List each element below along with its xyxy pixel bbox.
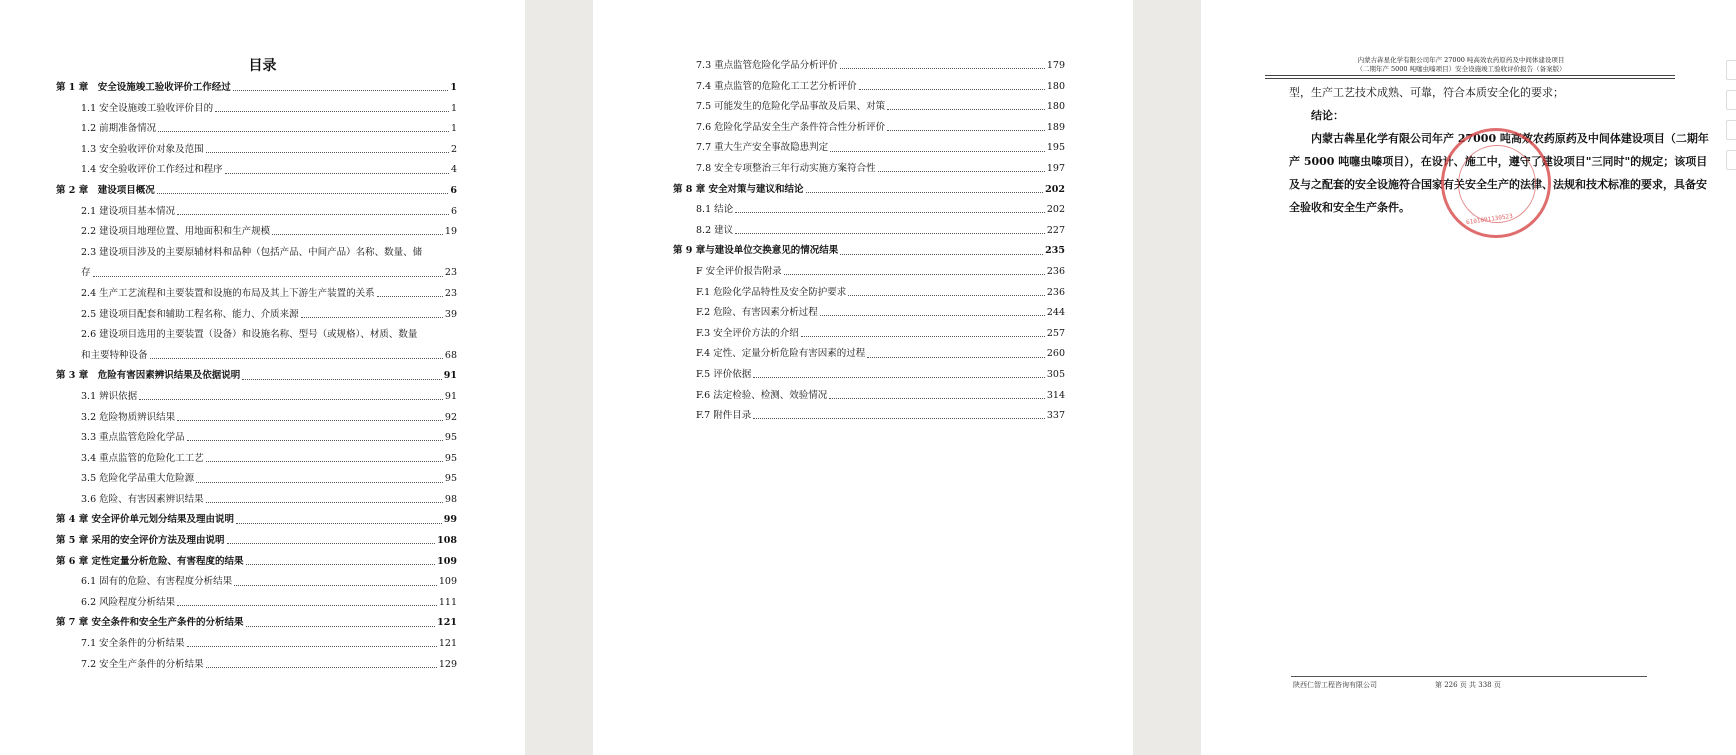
toc-page-number: 180 — [1046, 80, 1065, 92]
toc-entry[interactable] — [673, 283, 1065, 304]
toc-page-number: 236 — [1046, 286, 1065, 298]
toc-entry[interactable] — [56, 593, 457, 614]
toc-page-number: 4 — [450, 164, 457, 176]
toc-page-number: 260 — [1046, 348, 1065, 360]
toc-entry-text: 7.5 可能发生的危险化学品事故及后果、对策 — [696, 101, 886, 113]
toc-entry-text: 3.6 危险、有害因素辨识结果 — [81, 493, 204, 505]
toc-entry[interactable] — [56, 202, 457, 223]
toc-leader-dots — [867, 357, 1045, 358]
toc-entry-text: 第 9 章与建设单位交换意见的情况结果 — [673, 245, 839, 257]
toc-entry[interactable] — [56, 552, 457, 573]
toc-entry[interactable] — [673, 324, 1065, 345]
toc-entry[interactable] — [673, 386, 1065, 407]
toc-entry-text: 2.4 生产工艺流程和主要装置和设施的布局及其上下游生产装置的关系 — [81, 287, 375, 299]
toc-entry-text: F 安全评价报告附录 — [696, 265, 782, 277]
toc-page-number: 19 — [444, 226, 457, 238]
toc-entry-text: 3.1 辨识依据 — [81, 390, 138, 402]
toc-leader-dots — [215, 111, 449, 112]
toc-page-number: 179 — [1046, 60, 1065, 71]
toc-entry-text: 2.2 建设项目地理位置、用地面积和生产规模 — [81, 226, 271, 238]
toc-leader-dots — [177, 420, 443, 421]
toc-entry-text: F.3 安全评价方法的介绍 — [696, 327, 799, 339]
toc-entry-text: 6.2 风险程度分析结果 — [81, 596, 176, 608]
toc-title: 目录 — [248, 58, 277, 74]
toc-entry[interactable] — [673, 303, 1065, 324]
toc-entry[interactable] — [673, 138, 1065, 159]
toc-entry-text: F.2 危险、有害因素分析过程 — [696, 307, 818, 319]
toc-leader-dots — [735, 233, 1045, 234]
toc-page-number: 39 — [444, 308, 457, 320]
toc-entry-text: 1.1 安全设施竣工验收评价目的 — [81, 102, 214, 114]
toc-entry-text: F.6 法定检验、检测、效验情况 — [696, 389, 828, 401]
toc-list-1 — [0, 78, 457, 675]
toc-leader-dots — [187, 440, 443, 441]
toc-entry[interactable] — [56, 469, 457, 490]
header-rule-thin — [1265, 78, 1675, 79]
toc-page-number: 1 — [450, 102, 457, 114]
toc-entry[interactable] — [673, 344, 1065, 365]
toc-entry-text: 1.3 安全验收评价对象及范围 — [81, 143, 204, 155]
toc-entry[interactable] — [673, 200, 1065, 221]
toc-page-number: 202 — [1045, 183, 1065, 195]
toc-leader-dots — [830, 151, 1045, 152]
toc-entry[interactable] — [673, 241, 1065, 262]
toc-entry[interactable] — [56, 655, 457, 676]
toc-page-number: 236 — [1046, 265, 1065, 277]
toc-page-1 — [0, 0, 525, 755]
toc-leader-dots — [233, 90, 449, 91]
toc-entry-text: 第 7 章 安全条件和安全生产条件的分析结果 — [56, 617, 244, 629]
toc-entry[interactable] — [56, 634, 457, 655]
toc-entry-text: 7.8 安全专项整治三年行动实施方案符合性 — [696, 162, 876, 174]
footer-company: 陕西仁智工程咨询有限公司 — [1293, 681, 1377, 689]
toc-page-number: 202 — [1046, 204, 1065, 216]
toc-page-number: 95 — [444, 432, 457, 444]
toc-leader-dots — [93, 276, 443, 277]
toc-page-number: 180 — [1046, 101, 1065, 113]
toc-page-number: 23 — [444, 267, 457, 279]
toc-entry-text: 1.4 安全验收评价工作经过和程序 — [81, 164, 223, 176]
toc-entry-text: 7.3 重点监管危险化学品分析评价 — [696, 60, 838, 71]
header-rule — [1265, 75, 1675, 76]
toc-leader-dots — [139, 399, 443, 400]
toc-entry[interactable] — [56, 284, 457, 305]
toc-entry-text: 2.3 建设项目涉及的主要原辅材料和品种（包括产品、中间产品）名称、数量、储 — [81, 246, 423, 258]
toc-entry-text: 1.2 前期准备情况 — [81, 123, 157, 135]
toc-page-number: 6 — [450, 205, 457, 217]
toc-leader-dots — [806, 192, 1044, 193]
toc-entry-text: F.4 定性、定量分析危险有害因素的过程 — [696, 348, 866, 360]
toc-entry-text: 3.2 危险物质辨识结果 — [81, 411, 176, 423]
toc-leader-dots — [377, 296, 443, 297]
toc-entry[interactable] — [673, 77, 1065, 98]
toc-entry[interactable] — [56, 325, 457, 366]
toc-page-number: 244 — [1046, 307, 1065, 319]
toc-entry[interactable] — [673, 118, 1065, 139]
toc-entry[interactable] — [56, 119, 457, 140]
toc-entry[interactable] — [56, 305, 457, 326]
toc-page-number: 91 — [444, 390, 457, 402]
toc-entry-text: 第 6 章 定性定量分析危险、有害程度的结果 — [56, 555, 244, 567]
toc-entry[interactable] — [56, 243, 457, 284]
toc-entry[interactable] — [56, 531, 457, 552]
side-tab[interactable] — [1726, 90, 1736, 110]
toc-leader-dots — [206, 461, 443, 462]
toc-leader-dots — [820, 315, 1045, 316]
toc-entry-text: 第 5 章 采用的安全评价方法及理由说明 — [56, 535, 225, 547]
toc-leader-dots — [225, 173, 449, 174]
toc-entry[interactable] — [56, 160, 457, 181]
toc-page-number: 23 — [444, 287, 457, 299]
footer-page-number: 第 226 页 共 338 页 — [1435, 681, 1501, 689]
toc-page-number: 195 — [1046, 142, 1065, 154]
toc-entry[interactable] — [673, 406, 1065, 427]
toc-leader-dots — [859, 89, 1045, 90]
toc-leader-dots — [784, 274, 1045, 275]
toc-entry-text: F.1 危险化学品特性及安全防护要求 — [696, 286, 847, 298]
toc-entry[interactable] — [673, 365, 1065, 386]
toc-entry-text: 2.1 建设项目基本情况 — [81, 205, 176, 217]
toc-leader-dots — [157, 193, 449, 194]
toc-entry[interactable] — [56, 387, 457, 408]
toc-page-number: 91 — [443, 370, 457, 382]
toc-leader-dots — [206, 502, 443, 503]
toc-leader-dots — [301, 317, 443, 318]
toc-leader-dots — [206, 152, 449, 153]
toc-entry-text-cont: 和主要特种设备 — [81, 349, 148, 361]
toc-leader-dots — [753, 377, 1045, 378]
toc-page-number: 99 — [443, 514, 457, 526]
page-gutter — [1133, 0, 1201, 755]
toc-leader-dots — [848, 295, 1045, 296]
toc-leader-dots — [150, 358, 443, 359]
toc-leader-dots — [801, 336, 1045, 337]
toc-entry[interactable] — [56, 181, 457, 202]
toc-page-number: 98 — [444, 493, 457, 505]
toc-entry-text: 8.1 结论 — [696, 204, 734, 216]
toc-entry-text: 7.2 安全生产条件的分析结果 — [81, 658, 204, 670]
toc-page-number: 95 — [444, 473, 457, 485]
toc-entry[interactable] — [56, 490, 457, 511]
toc-page-2 — [593, 0, 1133, 755]
toc-entry-text: 第 1 章 安全设施竣工验收评价工作经过 — [56, 82, 231, 93]
toc-leader-dots — [887, 130, 1045, 131]
toc-entry[interactable] — [56, 366, 457, 387]
toc-leader-dots — [246, 564, 436, 565]
toc-entry-text: F.7 附件目录 — [696, 410, 752, 422]
toc-page-number: 109 — [438, 576, 457, 588]
report-page-226 — [1201, 0, 1736, 755]
toc-leader-dots — [196, 482, 443, 483]
toc-entry-text: 3.5 危险化学品重大危险源 — [81, 473, 195, 485]
toc-leader-dots — [227, 543, 436, 544]
side-tab[interactable] — [1726, 120, 1736, 140]
toc-entry-text: 8.2 建议 — [696, 224, 734, 236]
toc-entry-text: 第 3 章 危险有害因素辨识结果及依据说明 — [56, 370, 241, 382]
toc-page-number: 121 — [438, 638, 457, 650]
seal-number: 6101091130523 — [1465, 212, 1514, 227]
toc-page-number: 108 — [437, 535, 457, 547]
toc-entry-text: 第 4 章 安全评价单元划分结果及理由说明 — [56, 514, 235, 526]
toc-page-number: 129 — [438, 658, 457, 670]
header-line-1: 内蒙古犇星化学有限公司年产 27000 吨高效农药原药及中间体建设项目 — [1357, 56, 1565, 64]
toc-entry[interactable] — [56, 449, 457, 470]
toc-page-number: 197 — [1046, 162, 1065, 174]
toc-leader-dots — [878, 171, 1045, 172]
toc-page-number: 109 — [437, 555, 457, 567]
toc-entry[interactable] — [673, 180, 1065, 201]
toc-entry[interactable] — [56, 428, 457, 449]
toc-page-number: 337 — [1046, 410, 1065, 422]
footer-rule — [1291, 676, 1647, 677]
toc-page-number: 227 — [1046, 224, 1065, 236]
toc-entry[interactable] — [56, 222, 457, 243]
toc-page-number: 92 — [444, 411, 457, 423]
toc-page-number: 1 — [450, 123, 457, 135]
toc-entry-text: 7.7 重大生产安全事故隐患判定 — [696, 142, 829, 154]
toc-entry[interactable] — [673, 56, 1065, 77]
toc-entry-text: 3.4 重点监管的危险化工工艺 — [81, 452, 204, 464]
toc-entry-text: 3.3 重点监管危险化学品 — [81, 432, 185, 444]
toc-page-number: 1 — [450, 82, 457, 93]
page-header — [1261, 56, 1661, 74]
side-thumbnail-tabs — [1726, 60, 1736, 180]
toc-leader-dots — [753, 418, 1045, 419]
toc-leader-dots — [735, 212, 1045, 213]
toc-page-number: 2 — [450, 143, 457, 155]
toc-leader-dots — [236, 523, 442, 524]
toc-entry-text-cont: 存 — [81, 267, 91, 279]
conclusion-paragraph: 内蒙古犇星化学有限公司年产 27000 吨高效农药原药及中间体建设项目（二期年产 5000 吨噻虫嗪项目），在设计、施工中，遵守了建设项目"三同时"的规定；该项目及与之配套的安全设施符合国家有关安全生产的法律、法规和技术标准的要求，具备安全验收和安全生产条件。 — [1289, 132, 1709, 214]
side-tab[interactable] — [1726, 60, 1736, 80]
toc-entry-text: 6.1 固有的危险、有害程度分析结果 — [81, 576, 233, 588]
toc-entry[interactable] — [56, 99, 457, 120]
toc-leader-dots — [158, 131, 449, 132]
toc-entry-text: 2.5 建设项目配套和辅助工程名称、能力、介质来源 — [81, 308, 299, 320]
toc-leader-dots — [242, 379, 442, 380]
toc-leader-dots — [206, 667, 437, 668]
toc-page-number: 235 — [1045, 245, 1065, 257]
toc-page-number: 257 — [1046, 327, 1065, 339]
toc-entry[interactable] — [56, 613, 457, 634]
toc-entry[interactable] — [673, 97, 1065, 118]
header-line-2: （二期年产 5000 吨噻虫嗪项目）安全设施竣工验收评价报告（备案版） — [1356, 65, 1566, 73]
conclusion-label: 结论： — [1311, 109, 1344, 122]
toc-leader-dots — [840, 68, 1045, 69]
toc-entry-text: 7.1 安全条件的分析结果 — [81, 638, 185, 650]
toc-entry[interactable] — [673, 221, 1065, 242]
toc-leader-dots — [187, 646, 437, 647]
toc-page-number: 111 — [438, 596, 457, 608]
toc-page-number: 95 — [444, 452, 457, 464]
toc-leader-dots — [177, 214, 449, 215]
toc-leader-dots — [840, 254, 1043, 255]
toc-leader-dots — [887, 109, 1045, 110]
toc-list-2 — [593, 56, 1065, 427]
company-seal — [1441, 128, 1551, 238]
toc-entry-text: F.5 评价依据 — [696, 368, 752, 380]
toc-page-number: 68 — [444, 349, 457, 361]
toc-leader-dots — [234, 585, 437, 586]
toc-page-number: 189 — [1046, 121, 1065, 133]
toc-entry-text: 第 8 章 安全对策与建议和结论 — [673, 183, 804, 195]
toc-leader-dots — [272, 234, 443, 235]
page-gutter — [525, 0, 593, 755]
toc-entry[interactable] — [673, 159, 1065, 180]
toc-entry[interactable] — [56, 78, 457, 99]
toc-entry-text: 2.6 建设项目选用的主要装置（设备）和设施名称、型号（或规格）、材质、数量 — [81, 329, 418, 341]
side-tab[interactable] — [1726, 150, 1736, 170]
toc-page-number: 121 — [437, 617, 457, 629]
toc-entry-text: 7.6 危险化学品安全生产条件符合性分析评价 — [696, 121, 886, 133]
toc-entry[interactable] — [56, 408, 457, 429]
toc-page-number: 314 — [1046, 389, 1065, 401]
toc-entry[interactable] — [56, 510, 457, 531]
toc-entry-text: 7.4 重点监管的危险化工工艺分析评价 — [696, 80, 857, 92]
toc-page-number: 6 — [450, 184, 457, 196]
body-line: 型，生产工艺技术成熟、可靠，符合本质安全化的要求； — [1289, 86, 1564, 99]
toc-entry-text: 第 2 章 建设项目概况 — [56, 184, 155, 196]
toc-leader-dots — [246, 626, 436, 627]
toc-page-number: 305 — [1046, 368, 1065, 380]
seal-inner-ring — [1458, 145, 1536, 223]
toc-leader-dots — [829, 398, 1045, 399]
toc-entry[interactable] — [56, 140, 457, 161]
toc-leader-dots — [177, 605, 437, 606]
toc-entry[interactable] — [56, 572, 457, 593]
toc-entry[interactable] — [673, 262, 1065, 283]
